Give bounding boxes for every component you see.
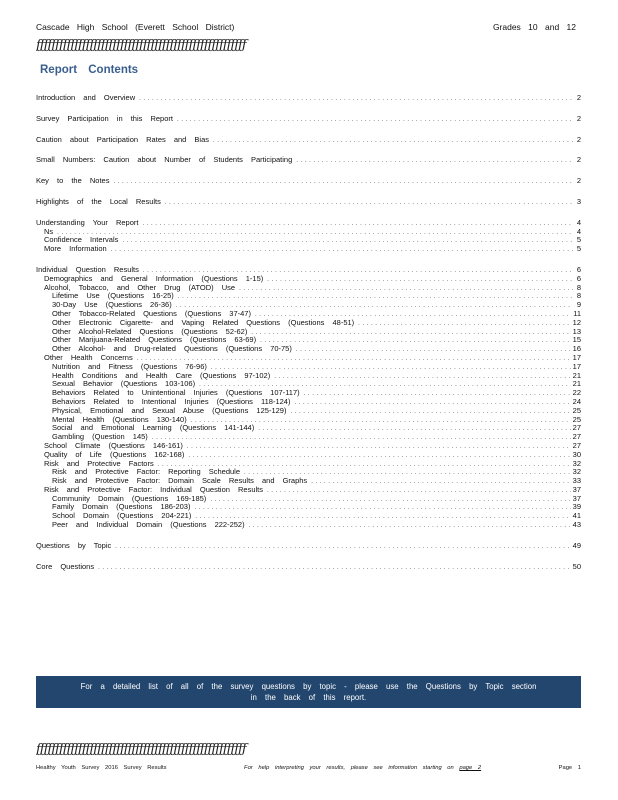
toc-leader-dots <box>296 157 573 165</box>
toc-entry-page: 22 <box>572 389 581 398</box>
toc-entry-title: 30-Day Use (Questions 26-36) <box>52 301 172 310</box>
toc-entry[interactable] <box>36 416 581 425</box>
toc-entry-page: 2 <box>576 114 581 123</box>
toc-entry[interactable] <box>36 451 581 460</box>
toc-entry-page: 17 <box>572 362 581 371</box>
toc-leader-dots <box>176 302 573 310</box>
toc-entry-page: 30 <box>572 450 581 459</box>
toc-entry-page: 21 <box>572 371 581 380</box>
toc-leader-dots <box>244 469 571 477</box>
toc-leader-dots <box>251 329 570 337</box>
toc-entry-title: Community Domain (Questions 169-185) <box>52 494 207 503</box>
toc-entry-page: 11 <box>573 309 581 318</box>
toc-entry[interactable] <box>36 398 581 407</box>
banner-line-1: For a detailed list of all of the survey questions by topic - please use the Questions by Topic section <box>80 682 537 691</box>
toc-leader-dots <box>267 276 573 284</box>
toc-leader-dots <box>194 504 570 512</box>
toc-leader-dots <box>294 399 570 407</box>
toc-entry-title: Behaviors Related to Intentional Injuries (Questions 118-124) <box>52 397 291 406</box>
toc-leader-dots <box>304 390 571 398</box>
toc-entry[interactable] <box>36 495 581 504</box>
toc-entry-title: Quality of Life (Questions 162-168) <box>44 450 185 459</box>
toc-entry[interactable] <box>36 363 581 372</box>
toc-entry-page: 17 <box>572 353 581 362</box>
toc-leader-dots <box>260 337 571 345</box>
toc-entry-title: Confidence Intervals <box>44 236 119 245</box>
toc-entry-page: 21 <box>572 380 581 389</box>
toc-entry-title: Behaviors Related to Unintentional Injuries (Questions 107-117) <box>52 389 300 398</box>
toc-leader-dots <box>143 267 573 275</box>
toc-entry[interactable] <box>36 380 581 389</box>
toc-entry[interactable] <box>36 460 581 469</box>
toc-entry-title: Gambling (Question 145) <box>52 433 148 442</box>
toc-entry-title: Other Health Concerns <box>44 353 133 362</box>
toc-entry-title: Sexual Behavior (Questions 103-106) <box>52 380 196 389</box>
toc-entry[interactable] <box>36 372 581 381</box>
toc-leader-dots <box>296 346 571 354</box>
toc-entry-title: Family Domain (Questions 186-203) <box>52 503 191 512</box>
toc-entry-title: Key to the Notes <box>36 177 110 186</box>
toc-entry-page: 4 <box>576 227 581 236</box>
toc-entry-page: 16 <box>572 345 581 354</box>
topic-banner <box>36 676 581 708</box>
toc-entry-page: 6 <box>576 274 581 283</box>
toc-entry-title: School Domain (Questions 204-221) <box>52 512 192 521</box>
toc-entry-title: Other Tobacco-Related Questions (Questions 37-47) <box>52 309 251 318</box>
toc-entry[interactable] <box>36 345 581 354</box>
toc-entry-page: 2 <box>576 135 581 144</box>
toc-entry[interactable] <box>36 486 581 495</box>
toc-entry[interactable] <box>36 275 581 284</box>
toc-leader-dots <box>177 116 573 124</box>
toc-leader-dots <box>239 285 573 293</box>
toc-entry[interactable] <box>36 319 581 328</box>
toc-entry-page: 5 <box>576 236 581 245</box>
toc-entry[interactable] <box>36 389 581 398</box>
toc-entry-page: 8 <box>576 283 581 292</box>
toc-entry[interactable] <box>36 542 581 551</box>
toc-entry-title: Caution about Participation Rates and Bias <box>36 135 210 144</box>
toc-entry[interactable] <box>36 336 581 345</box>
toc-entry-page: 50 <box>572 562 581 571</box>
toc-entry[interactable] <box>36 328 581 337</box>
toc-entry-page: 2 <box>576 156 581 165</box>
toc-entry-title: Alcohol, Tobacco, and Other Drug (ATOD) Use <box>44 283 236 292</box>
toc-entry-title: Introduction and Overview <box>36 94 136 102</box>
toc-entry[interactable] <box>36 301 581 310</box>
toc-entry-page: 37 <box>572 485 581 494</box>
page-footer <box>36 765 581 771</box>
toc-leader-dots <box>358 320 570 328</box>
toc-entry-title: Core Questions <box>36 562 95 571</box>
toc-leader-dots <box>188 452 570 460</box>
toc-entry-title: Social and Emotional Learning (Questions 141-144) <box>52 424 255 433</box>
toc-entry-title: Individual Question Results <box>36 265 139 274</box>
toc-entry-title: Physical, Emotional and Sexual Abuse (Questions 125-129) <box>52 406 287 415</box>
footer-survey-title: Healthy Youth Survey 2016 Survey Results <box>36 765 167 771</box>
toc-entry-title: Lifetime Use (Questions 16-25) <box>52 292 174 301</box>
toc-leader-dots <box>213 137 573 145</box>
toc-entry-title: School Climate (Questions 146-161) <box>44 441 183 450</box>
toc-entry-page: 27 <box>572 441 581 450</box>
toc-entry[interactable] <box>36 503 581 512</box>
toc-entry[interactable] <box>36 424 581 433</box>
footer-page-number: Page 1 <box>558 765 581 771</box>
toc-entry-title: Risk and Protective Factor: Reporting Schedule <box>52 468 240 477</box>
toc-entry[interactable] <box>36 521 581 530</box>
toc-entry-page: 2 <box>576 94 581 102</box>
toc-entry[interactable] <box>36 236 581 245</box>
toc-entry-title: Peer and Individual Domain (Questions 222-252) <box>52 521 245 530</box>
toc-entry[interactable] <box>36 407 581 416</box>
toc-leader-dots <box>187 443 571 451</box>
toc-entry[interactable] <box>36 477 581 486</box>
toc-entry-page: 37 <box>572 494 581 503</box>
toc-entry-page: 4 <box>576 218 581 227</box>
toc-entry-title: Small Numbers: Caution about Number of Students Participating <box>36 156 293 165</box>
toc-entry-page: 5 <box>576 245 581 254</box>
toc-leader-dots <box>210 496 570 504</box>
toc-leader-dots <box>311 478 570 486</box>
toc-entry[interactable] <box>36 266 581 275</box>
toc-leader-dots <box>249 522 571 530</box>
toc-leader-dots <box>191 417 571 425</box>
toc-entry[interactable] <box>36 442 581 451</box>
toc-leader-dots <box>274 373 570 381</box>
toc-entry-title: Other Marijuana-Related Questions (Questions 63-69) <box>52 336 257 345</box>
toc-entry[interactable] <box>36 354 581 363</box>
toc-entry-title: Risk and Protective Factor: Individual Question Results <box>44 485 263 494</box>
toc-entry-page: 25 <box>572 415 581 424</box>
toc-entry[interactable] <box>36 433 581 442</box>
toc-entry-page: 39 <box>572 503 581 512</box>
toc-entry-title: Risk and Protective Factors <box>44 459 154 468</box>
toc-leader-dots <box>178 293 573 301</box>
toc-leader-dots <box>137 355 571 363</box>
toc-entry-page: 27 <box>572 424 581 433</box>
toc-entry[interactable] <box>36 94 581 103</box>
grades-label: Grades 10 and 12 <box>492 22 576 32</box>
toc-entry-title: Risk and Protective Factor: Domain Scale Results and Graphs <box>52 477 308 486</box>
toc-leader-dots <box>199 381 571 389</box>
toc-entry[interactable] <box>36 512 581 521</box>
toc-entry-page: 33 <box>572 477 581 486</box>
toc-entry-title: Mental Health (Questions 130-140) <box>52 415 187 424</box>
footer-help-link[interactable]: page 2 <box>459 765 482 771</box>
toc-entry-page: 9 <box>576 301 581 310</box>
toc-entry-title: Other Alcohol- and Drug-related Questions (Questions 70-75) <box>52 345 292 354</box>
toc-entry[interactable] <box>36 284 581 293</box>
toc-entry[interactable] <box>36 563 581 572</box>
toc-entry-title: Questions by Topic <box>36 541 112 550</box>
toc-leader-dots <box>165 199 573 207</box>
toc-entry-title: More Information <box>44 245 107 254</box>
toc-entry[interactable] <box>36 310 581 319</box>
toc-entry-title: Understanding Your Report <box>36 218 139 227</box>
footer-help-text <box>244 765 481 771</box>
toc-leader-dots <box>113 178 573 186</box>
toc-entry-title: Ns <box>44 227 54 236</box>
footer-rule: ƒƒƒƒƒƒƒƒƒƒƒƒƒƒƒƒƒƒƒƒƒƒƒƒƒƒƒƒƒƒƒƒƒƒƒƒƒƒƒƒƒƒƒƒƒƒƒƒƒƒƒƒƒƒƒ <box>36 742 246 756</box>
toc-leader-dots <box>290 408 570 416</box>
toc-entry[interactable] <box>36 292 581 301</box>
toc-entry[interactable] <box>36 228 581 237</box>
banner-line-2: in the back of this report. <box>250 693 367 702</box>
toc-leader-dots <box>267 487 571 495</box>
toc-leader-dots <box>211 364 571 372</box>
toc-entry-page: 3 <box>576 197 581 206</box>
toc-entry-page: 32 <box>572 459 581 468</box>
toc-entry[interactable] <box>36 219 581 228</box>
toc-entry-page: 6 <box>576 265 581 274</box>
toc-entry-title: Other Electronic Cigarette- and Vaping Related Questions (Questions 48-51) <box>52 318 355 327</box>
toc-entry-title: Health Conditions and Health Care (Questions 97-102) <box>52 371 271 380</box>
toc-entry-page: 12 <box>572 318 581 327</box>
toc-leader-dots <box>98 564 571 572</box>
page-title: Report Contents <box>40 64 139 76</box>
toc-leader-dots <box>111 246 573 254</box>
toc-entry[interactable] <box>36 156 581 165</box>
toc-entry-page: 8 <box>576 292 581 301</box>
toc-entry[interactable] <box>36 198 581 207</box>
toc-entry-title: Other Alcohol-Related Questions (Questions 52-62) <box>52 327 248 336</box>
toc-entry-page: 41 <box>572 512 581 521</box>
toc-leader-dots <box>142 220 573 228</box>
toc-entry-title: Survey Participation in this Report <box>36 114 173 123</box>
toc-leader-dots <box>57 229 573 237</box>
toc-entry[interactable] <box>36 115 581 124</box>
toc-leader-dots <box>255 311 571 319</box>
toc-leader-dots <box>158 461 571 469</box>
toc-entry-page: 25 <box>572 406 581 415</box>
toc-entry-page: 43 <box>572 521 581 530</box>
toc-entry[interactable] <box>36 245 581 254</box>
school-name: Cascade High School (Everett School District) <box>36 22 235 32</box>
toc-entry-page: 2 <box>576 177 581 186</box>
table-of-contents <box>36 94 581 571</box>
toc-entry-title: Nutrition and Fitness (Questions 76-96) <box>52 362 207 371</box>
toc-entry[interactable] <box>36 136 581 145</box>
toc-entry[interactable] <box>36 177 581 186</box>
toc-entry-title: Demographics and General Information (Questions 1-15) <box>44 274 264 283</box>
toc-entry-page: 13 <box>572 327 581 336</box>
footer-help-prefix: For help interpreting your results, please see information starting on <box>244 765 454 771</box>
header-rule: ƒƒƒƒƒƒƒƒƒƒƒƒƒƒƒƒƒƒƒƒƒƒƒƒƒƒƒƒƒƒƒƒƒƒƒƒƒƒƒƒƒƒƒƒƒƒƒƒƒƒƒƒƒƒƒ <box>36 38 246 52</box>
toc-entry-page: 15 <box>572 336 581 345</box>
toc-entry-page: 49 <box>572 541 581 550</box>
toc-leader-dots <box>152 434 571 442</box>
toc-leader-dots <box>258 425 570 433</box>
toc-entry-page: 32 <box>572 468 581 477</box>
toc-leader-dots <box>195 513 570 521</box>
toc-leader-dots <box>115 543 570 551</box>
toc-leader-dots <box>122 237 573 245</box>
toc-leader-dots <box>139 95 573 103</box>
toc-entry-title: Highlights of the Local Results <box>36 197 161 206</box>
toc-entry-page: 27 <box>572 433 581 442</box>
toc-entry-page: 24 <box>572 397 581 406</box>
toc-entry[interactable] <box>36 468 581 477</box>
